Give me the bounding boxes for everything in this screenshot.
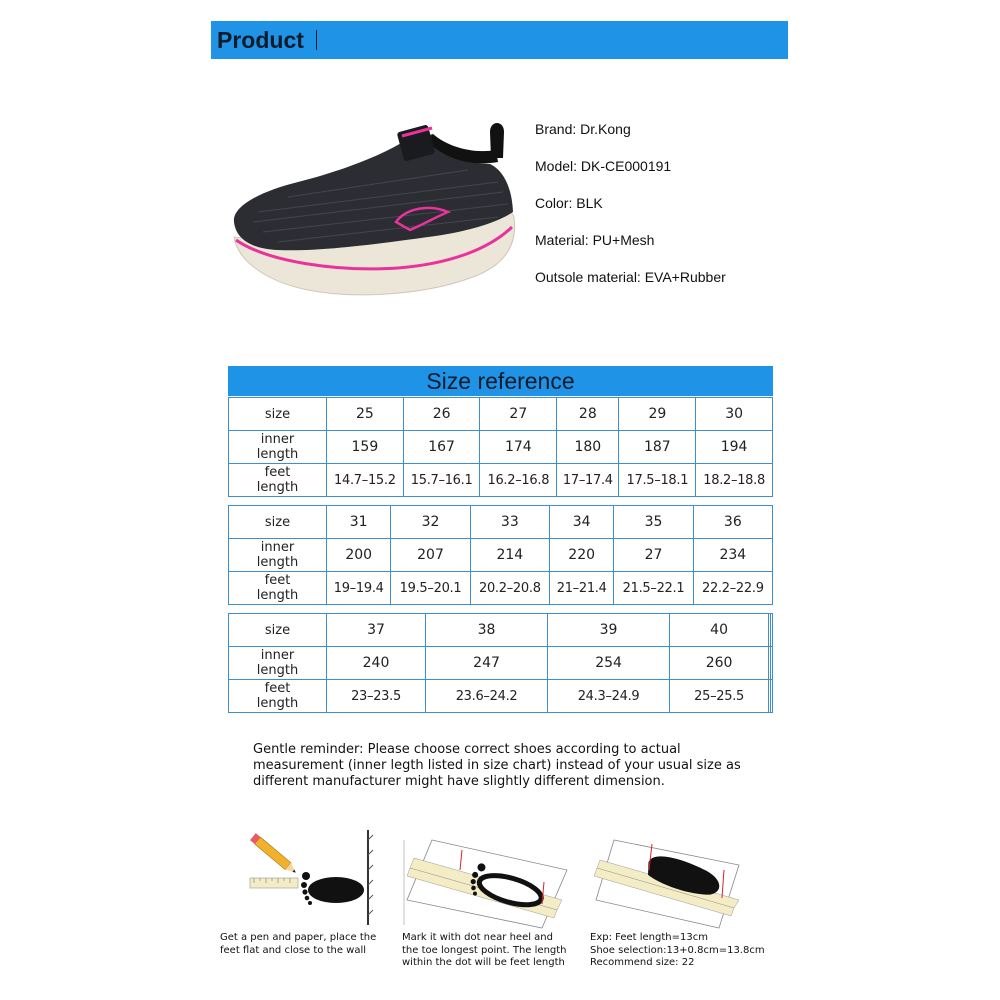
size-cell: 30 <box>696 398 773 431</box>
feet-length-cell <box>771 680 773 713</box>
size-cell: 36 <box>693 506 772 539</box>
size-cell: 35 <box>614 506 693 539</box>
size-cell: 27 <box>480 398 557 431</box>
feet-length-cell: 17–17.4 <box>557 464 619 497</box>
spec-outsole: Outsole material: EVA+Rubber <box>535 269 726 285</box>
inner-length-cell: 247 <box>426 647 548 680</box>
row-label-inner-length: inner length <box>229 539 327 572</box>
size-cell: 40 <box>670 614 769 647</box>
feet-length-cell: 24.3–24.9 <box>548 680 670 713</box>
size-cell: 32 <box>391 506 470 539</box>
inner-length-cell: 27 <box>614 539 693 572</box>
inner-length-cell: 174 <box>480 431 557 464</box>
row-label-size: size <box>229 398 327 431</box>
inner-length-cell: 200 <box>327 539 391 572</box>
table-row <box>229 431 773 464</box>
spec-material: Material: PU+Mesh <box>535 232 655 248</box>
inner-length-cell: 220 <box>549 539 613 572</box>
size-cell: 34 <box>549 506 613 539</box>
inner-length-cell: 187 <box>619 431 696 464</box>
inner-length-cell <box>771 647 773 680</box>
feet-length-cell: 16.2–16.8 <box>480 464 557 497</box>
feet-length-cell: 19.5–20.1 <box>391 572 470 605</box>
row-label-feet-length: feet length <box>229 464 327 497</box>
gentle-reminder: Gentle reminder: Please choose correct shoes according to actual measurement (inner legth listed in size chart) instead of your usual size as different manufacturer might have slightly different dimension. <box>253 742 741 789</box>
product-header-bar <box>211 21 788 59</box>
inner-length-cell: 207 <box>391 539 470 572</box>
size-cell: 25 <box>327 398 404 431</box>
size-table-block-2 <box>228 505 773 605</box>
table-row <box>229 506 773 539</box>
spec-color: Color: BLK <box>535 195 603 211</box>
row-label-feet-length: feet length <box>229 572 327 605</box>
table-row <box>229 680 773 713</box>
title-divider <box>316 30 317 50</box>
feet-length-cell: 23.6–24.2 <box>426 680 548 713</box>
feet-length-cell: 17.5–18.1 <box>619 464 696 497</box>
size-cell: 33 <box>470 506 549 539</box>
row-label-size: size <box>229 506 327 539</box>
size-cell: 26 <box>403 398 480 431</box>
feet-length-cell: 25–25.5 <box>670 680 769 713</box>
table-row <box>229 464 773 497</box>
step-2-caption: Mark it with dot near heel and the toe longest point. The length within the dot will be feet length <box>402 932 567 968</box>
spec-model: Model: DK-CE000191 <box>535 158 672 174</box>
table-row <box>229 539 773 572</box>
size-table-block-1 <box>228 397 773 497</box>
size-cell: 37 <box>327 614 426 647</box>
row-label-inner-length: inner length <box>229 431 327 464</box>
size-cell: 29 <box>619 398 696 431</box>
inner-length-cell: 194 <box>696 431 773 464</box>
row-label-inner-length: inner length <box>229 647 327 680</box>
size-cell: 31 <box>327 506 391 539</box>
feet-length-cell: 21–21.4 <box>549 572 613 605</box>
inner-length-cell: 240 <box>327 647 426 680</box>
pencil-foot-wall-icon <box>244 830 374 925</box>
feet-length-cell: 21.5–22.1 <box>614 572 693 605</box>
table-row <box>229 614 773 647</box>
size-cell: 38 <box>426 614 548 647</box>
table-row <box>229 572 773 605</box>
inner-length-cell: 254 <box>548 647 670 680</box>
shoe-outline-ruler-icon <box>594 830 744 930</box>
inner-length-cell: 167 <box>403 431 480 464</box>
step-1-caption: Get a pen and paper, place the feet flat and close to the wall <box>220 932 377 956</box>
inner-length-cell: 180 <box>557 431 619 464</box>
inner-length-cell: 214 <box>470 539 549 572</box>
size-cell: 28 <box>557 398 619 431</box>
inner-length-cell: 234 <box>693 539 772 572</box>
section-title: Product <box>217 26 304 53</box>
feet-length-cell: 20.2–20.8 <box>470 572 549 605</box>
row-label-size: size <box>229 614 327 647</box>
feet-length-cell: 15.7–16.1 <box>403 464 480 497</box>
size-table-block-3 <box>228 613 773 713</box>
row-label-feet-length: feet length <box>229 680 327 713</box>
feet-length-cell: 22.2–22.9 <box>693 572 772 605</box>
foot-ruler-dots-icon <box>402 830 572 930</box>
inner-length-cell: 260 <box>670 647 769 680</box>
table-row <box>229 398 773 431</box>
inner-length-cell: 159 <box>327 431 404 464</box>
size-cell <box>771 614 773 647</box>
feet-length-cell: 19–19.4 <box>327 572 391 605</box>
feet-length-cell: 14.7–15.2 <box>327 464 404 497</box>
step-3-caption: Exp: Feet length=13cm Shoe selection:13+0.8cm=13.8cm Recommend size: 22 <box>590 932 765 968</box>
size-cell: 39 <box>548 614 670 647</box>
feet-length-cell: 18.2–18.8 <box>696 464 773 497</box>
spec-brand: Brand: Dr.Kong <box>535 121 631 137</box>
slip-on-sneaker-icon <box>228 112 518 312</box>
table-row <box>229 647 773 680</box>
feet-length-cell: 23–23.5 <box>327 680 426 713</box>
size-reference-title: Size reference <box>228 366 773 396</box>
